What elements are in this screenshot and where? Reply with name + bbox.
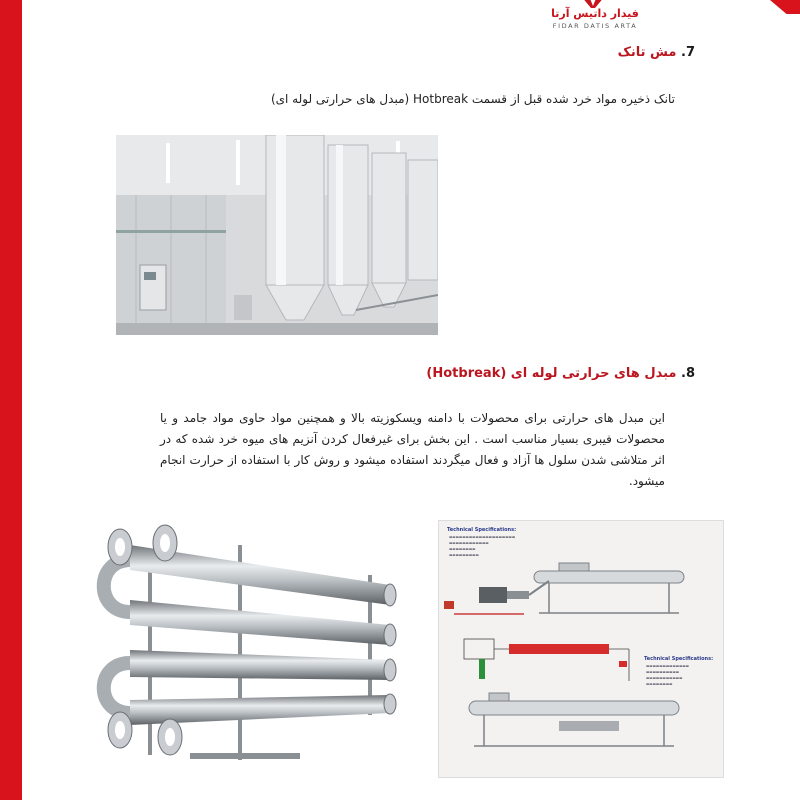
section-7-title: مش تانک: [617, 45, 677, 60]
section-7-number: 7.: [681, 45, 695, 60]
section-8-number: 8.: [681, 366, 695, 381]
section-8-title: مبدل های حرارتی لوله ای (Hotbreak): [426, 366, 677, 381]
spec-title-1: Technical Specifications:: [447, 527, 517, 533]
spec-title-2: Technical Specifications:: [644, 656, 714, 662]
spec-line-placeholder: ▬▬▬▬▬▬▬▬▬▬▬: [646, 676, 683, 680]
logo-text-persian: فیدار داتیس آرتا: [551, 7, 639, 20]
mash-tank-photo: [116, 135, 438, 335]
section-7-heading: [618, 45, 695, 60]
section-8-heading: [426, 366, 695, 381]
section-7-text: تانک ذخیره مواد خرد شده قبل از قسمت Hotbreak (مبدل های حرارتی لوله ای): [270, 92, 675, 106]
top-right-red-corner: [770, 0, 800, 14]
company-logo: [545, 0, 645, 40]
spec-line-placeholder: ▬▬▬▬▬▬▬▬▬▬▬▬▬: [646, 664, 689, 668]
left-red-border: [0, 0, 22, 800]
spec-line-placeholder: ▬▬▬▬▬▬▬▬: [449, 547, 476, 551]
section-8-text: این مبدل های حرارتی برای محصولات با دامنه ویسکوزیته بالا و همچنین مواد حاوی مواد جامد و یا محصولات فیبری بسیار مناسب است . این بخش برای غیرفعال کردن آنزیم های میوه خرد شده که در اثر متلاشی شدن سلول ها آزاد و فعال میگردند استفاده میشود و روش کار با استفاده از حرارت انجام میشود.: [160, 411, 665, 488]
spec-line-placeholder: ▬▬▬▬▬▬▬▬▬▬▬▬: [449, 541, 489, 545]
spec-line-placeholder: ▬▬▬▬▬▬▬▬▬▬▬▬▬▬▬▬▬▬▬▬: [449, 535, 516, 539]
technical-spec-sheet: [438, 520, 724, 778]
spec-line-placeholder: ▬▬▬▬▬▬▬▬: [646, 682, 673, 686]
heat-exchanger-photo: [90, 515, 400, 770]
logo-text-english: FIDAR DATIS ARTA: [552, 22, 638, 30]
spec-line-placeholder: ▬▬▬▬▬▬▬▬▬: [449, 553, 479, 557]
spec-line-placeholder: ▬▬▬▬▬▬▬▬▬▬: [646, 670, 680, 674]
